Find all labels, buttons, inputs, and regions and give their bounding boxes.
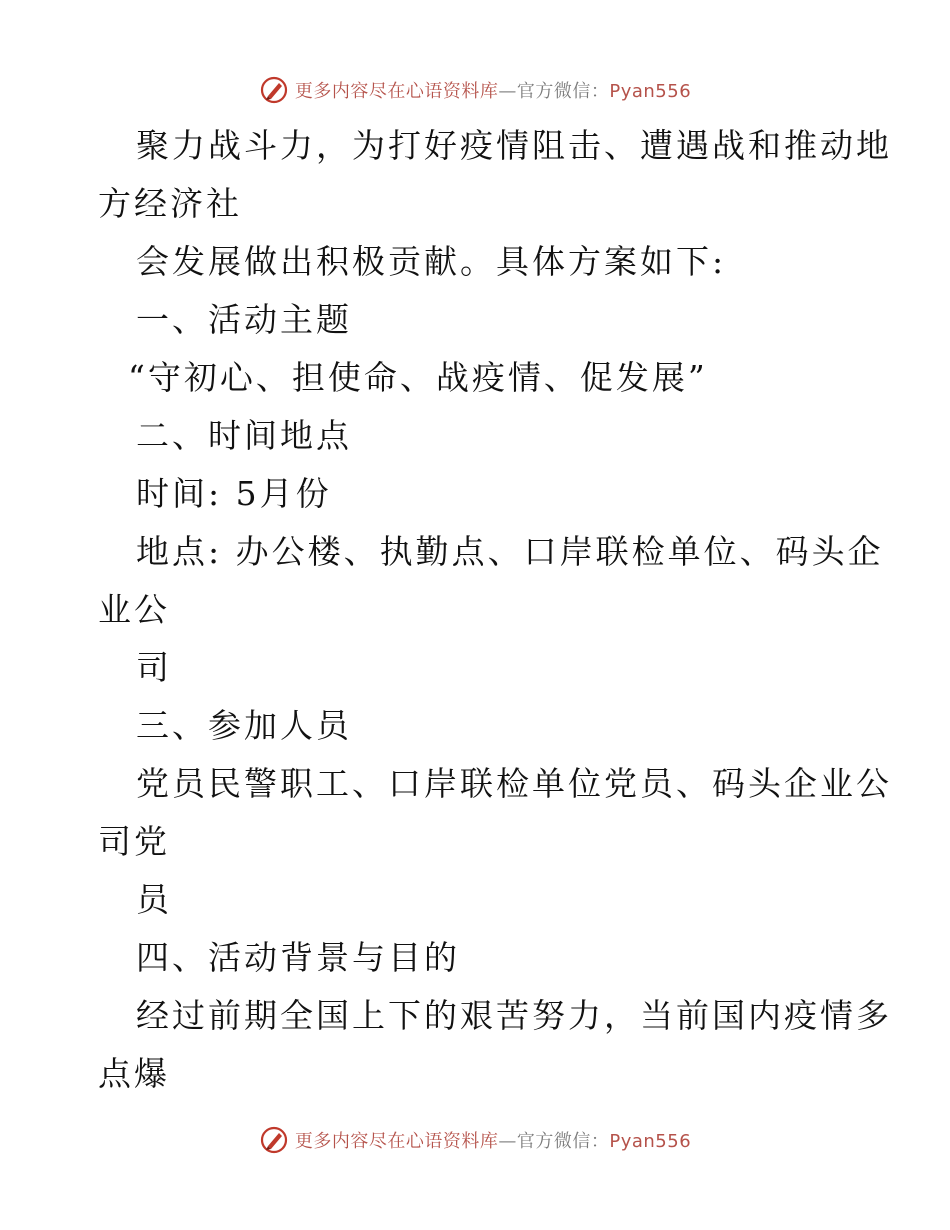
body-line: 点爆 xyxy=(98,1054,170,1093)
body-line: 会发展做出积极贡献。具体方案如下: xyxy=(136,242,727,281)
body-line: 经过前期全国上下的艰苦努力，当前国内疫情多 xyxy=(136,996,892,1035)
theme-slogan: “守初心、担使命、战疫情、促发展” xyxy=(128,358,708,397)
body-line: 业公 xyxy=(98,590,170,629)
body-line: 时间: 5月份 xyxy=(136,474,332,513)
body-line: 聚力战斗力，为打好疫情阻击、遭遇战和推动地 xyxy=(136,126,892,165)
body-line: 员 xyxy=(136,880,172,919)
pen-logo-icon xyxy=(259,75,289,105)
watermark-text: 更多内容尽在心语资料库—官方微信：Pyan556 xyxy=(294,81,692,102)
document-body xyxy=(98,117,892,1103)
watermark-text: 更多内容尽在心语资料库—官方微信：Pyan556 xyxy=(294,1131,692,1152)
body-line: 司党 xyxy=(98,822,170,861)
watermark-header xyxy=(0,70,950,110)
pen-logo-icon xyxy=(259,1125,289,1155)
body-line: 方经济社 xyxy=(98,184,242,223)
body-line: 司 xyxy=(136,648,172,687)
section-heading: 四、活动背景与目的 xyxy=(136,938,460,977)
section-heading: 一、活动主题 xyxy=(136,300,352,339)
section-heading: 三、参加人员 xyxy=(136,706,352,745)
body-line: 地点: 办公楼、执勤点、口岸联检单位、码头企 xyxy=(136,532,884,571)
body-line: 党员民警职工、口岸联检单位党员、码头企业公 xyxy=(136,764,892,803)
watermark-footer xyxy=(0,1120,950,1160)
section-heading: 二、时间地点 xyxy=(136,416,352,455)
